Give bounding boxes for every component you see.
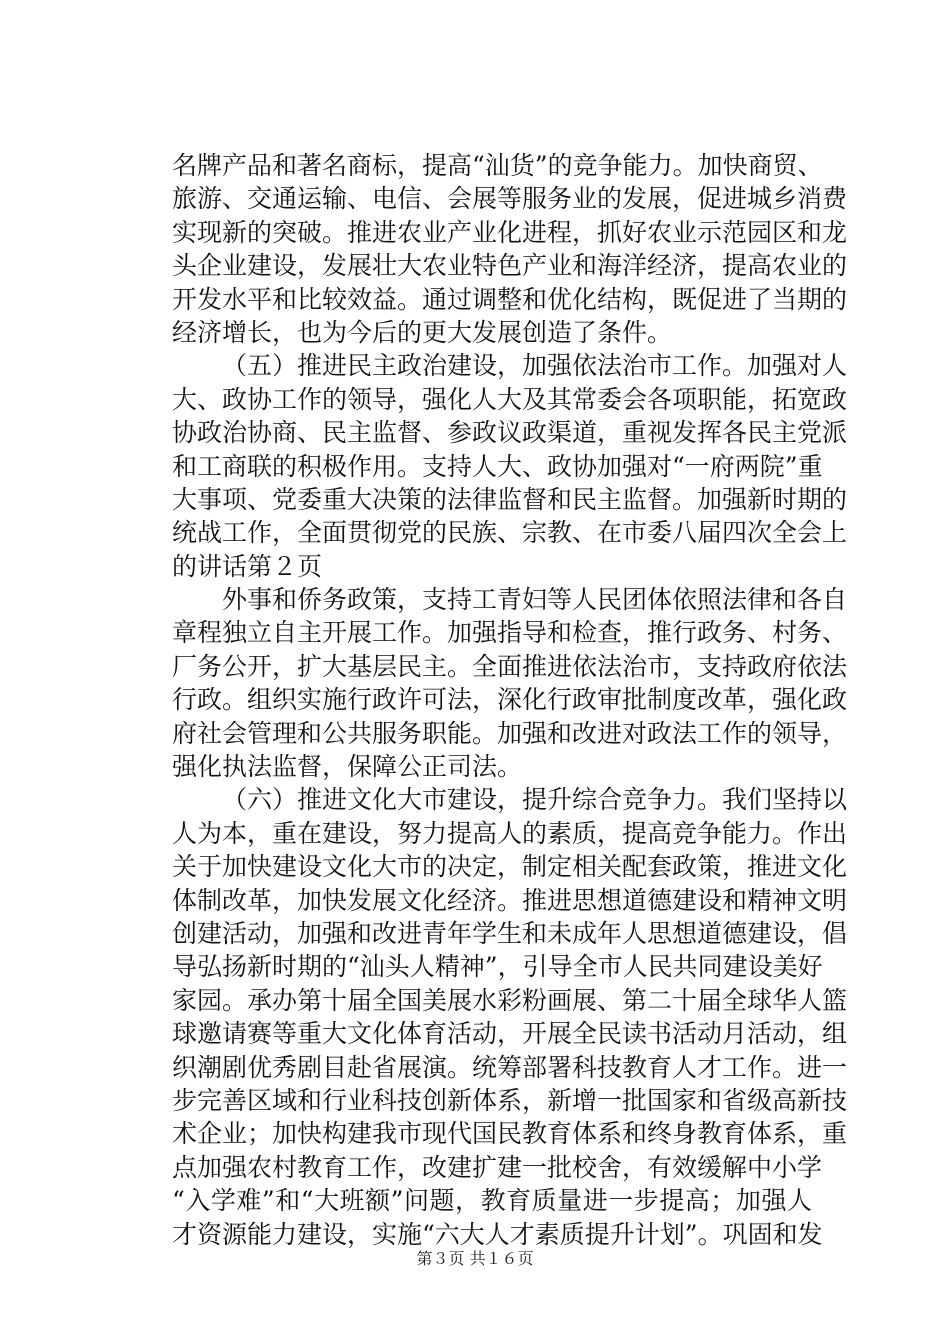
text-line: 术企业；加快构建我市现代国民教育体系和终身教育体系，重 <box>172 1119 848 1149</box>
text-line: 人为本，重在建设，努力提高人的素质，提高竞争能力。作出 <box>172 818 848 848</box>
text-line: 织潮剧优秀剧目赴省展演。统筹部署科技教育人才工作。进一 <box>172 1052 848 1082</box>
text-line: 章程独立自主开展工作。加强指导和检查，推行政务、村务、 <box>172 618 848 648</box>
text-line: 关于加快建设文化大市的决定，制定相关配套政策，推进文化 <box>172 852 848 882</box>
text-line: 实现新的突破。推进农业产业化进程，抓好农业示范园区和龙 <box>172 217 848 247</box>
text-line: 创建活动，加强和改进青年学生和未成年人思想道德建设，倡 <box>172 918 848 948</box>
text-line: （五）推进民主政治建设，加强依法治市工作。加强对人 <box>222 351 848 381</box>
text-line: 家园。承办第十届全国美展水彩粉画展、第二十届全球华人篮 <box>172 985 848 1015</box>
text-line: 大、政协工作的领导，强化人大及其常委会各项职能，拓宽政 <box>172 384 848 414</box>
text-line: 头企业建设，发展壮大农业特色产业和海洋经济，提高农业的 <box>172 251 848 281</box>
text-line: 才资源能力建设，实施“六大人才素质提升计划”。巩固和发 <box>172 1219 823 1249</box>
text-line: 开发水平和比较效益。通过调整和优化结构，既促进了当期的 <box>172 284 848 314</box>
body-text <box>172 149 848 1251</box>
page-footer: 第３页 共１６页 <box>416 1249 534 1268</box>
text-line: 导弘扬新时期的“汕头人精神”，引导全市人民共同建设美好 <box>172 952 823 982</box>
text-line: 体制改革，加快发展文化经济。推进思想道德建设和精神文明 <box>172 885 848 915</box>
text-line: 名牌产品和著名商标，提高“汕货”的竞争能力。加快商贸、 <box>172 151 823 180</box>
text-line: 和工商联的积极作用。支持人大、政协加强对“一府两院”重 <box>172 451 823 481</box>
text-line: （六）推进文化大市建设，提升综合竞争力。我们坚持以 <box>222 785 848 815</box>
text-line: 外事和侨务政策，支持工青妇等人民团体依照法律和各自 <box>222 585 848 615</box>
paragraph <box>172 783 848 1250</box>
text-line: 行政。组织实施行政许可法，深化行政审批制度改革，强化政 <box>172 685 848 715</box>
text-line: 球邀请赛等重大文化体育活动，开展全民读书活动月活动，组 <box>172 1019 848 1049</box>
text-line: 强化执法监督，保障公正司法。 <box>172 752 523 782</box>
paragraph <box>172 349 848 583</box>
text-line: 点加强农村教育工作，改建扩建一批校舍，有效缓解中小学 <box>172 1152 823 1182</box>
text-line: 大事项、党委重大决策的法律监督和民主监督。加强新时期的 <box>172 484 848 514</box>
paragraph <box>172 583 848 783</box>
text-line: 厂务公开，扩大基层民主。全面推进依法治市，支持政府依法 <box>172 651 848 681</box>
text-line: 统战工作，全面贯彻党的民族、宗教、在市委八届四次全会上 <box>172 518 848 548</box>
text-line: 协政治协商、民主监督、参政议政渠道，重视发挥各民主党派 <box>172 418 848 448</box>
text-line: “入学难”和“大班额”问题，教育质量进一步提高；加强人 <box>172 1186 812 1216</box>
text-line: 经济增长，也为今后的更大发展创造了条件。 <box>172 317 673 347</box>
text-line: 的讲话第２页 <box>172 551 323 581</box>
text-line: 府社会管理和公共服务职能。加强和改进对政法工作的领导， <box>172 718 848 748</box>
text-line: 旅游、交通运输、电信、会展等服务业的发展，促进城乡消费 <box>172 184 848 214</box>
paragraph <box>172 149 848 349</box>
text-line: 步完善区域和行业科技创新体系，新增一批国家和省级高新技 <box>172 1085 848 1115</box>
